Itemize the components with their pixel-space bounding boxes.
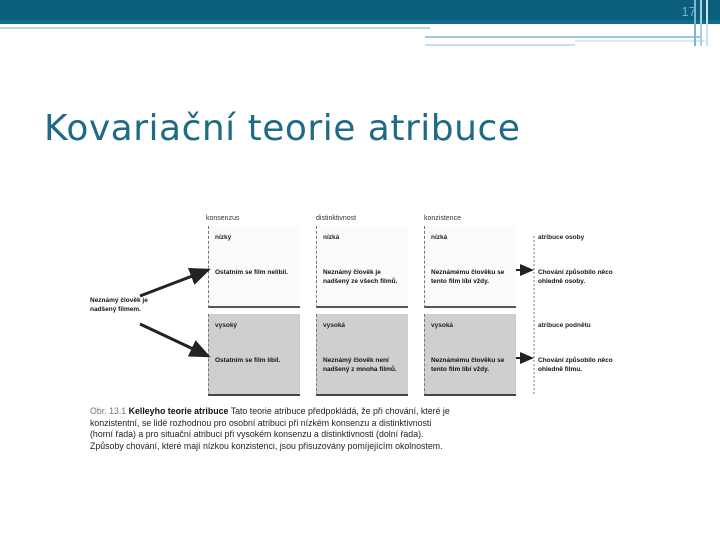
result-text: Chování způsobilo něco ohledně filmu.: [538, 357, 613, 373]
slide-number: 17: [681, 4, 696, 19]
cell-level: vysoká: [323, 322, 346, 329]
attribution-figure: [90, 210, 630, 480]
cell-text: Neznámý člověk je nadšený ze všech filmů.: [323, 269, 398, 285]
column-header-consensus: konsenzus: [206, 215, 240, 222]
caption-title: Kelleyho teorie atribuce: [128, 406, 229, 416]
result-label: atribuce osoby: [538, 234, 585, 241]
cell-text: Ostatním se film líbil.: [215, 357, 281, 364]
arrow-to-bottom-row: [140, 324, 208, 356]
cell-level: nízká: [431, 234, 448, 241]
header-line: [425, 36, 700, 38]
header-line: [425, 44, 575, 46]
header-line: [575, 40, 705, 42]
column-header-distinctiveness: distinktivnost: [316, 215, 357, 222]
caption-label: Obr. 13.1: [90, 406, 127, 416]
result-text: Chování způsobilo něco ohledně osoby.: [538, 269, 613, 285]
source-label: Neznámý člověk je nadšený filmem.: [90, 297, 148, 313]
cell-level: nízká: [323, 234, 340, 241]
slide-title: Kovariační teorie atribuce: [44, 108, 521, 149]
column-header-consistency: konzistence: [424, 215, 461, 222]
figure-caption: [90, 406, 450, 452]
header-vline: [700, 0, 702, 46]
cell-level: vysoká: [431, 322, 454, 329]
caption-text: Tato teorie atribuce předpokládá, že při chování, které je konzistentní, se lidé rozhodnou pro osobní atribuci při nízkém konsenzu a distinktivnosti (horní řada) a pro situační atribuci při vysokém konsenzu a distinktivnosti (dolní řada). Způsoby chování, které mají nízkou konzistenci, jsou přisuzovány pomíjejícím okolnostem.: [90, 406, 450, 451]
cell-level: nízký: [215, 234, 232, 241]
header-bar-dark: [0, 0, 720, 20]
cell-text: Neznámý člověk není nadšený z mnoha filmů.: [323, 357, 397, 373]
cell-level: vysoký: [215, 322, 238, 329]
cell-text: Ostatním se film nelíbil.: [215, 269, 288, 276]
arrow-to-top-row: [140, 270, 208, 296]
header-line: [0, 27, 430, 29]
header-vline: [706, 0, 708, 46]
cell-text: Neznámému člověku se tento film líbí vždy.: [431, 269, 505, 285]
result-label: atribuce podnětu: [538, 322, 591, 329]
cell-text: Neznámému člověku se tento film líbí vždy.: [431, 357, 505, 373]
figure-arrows: [90, 210, 630, 410]
